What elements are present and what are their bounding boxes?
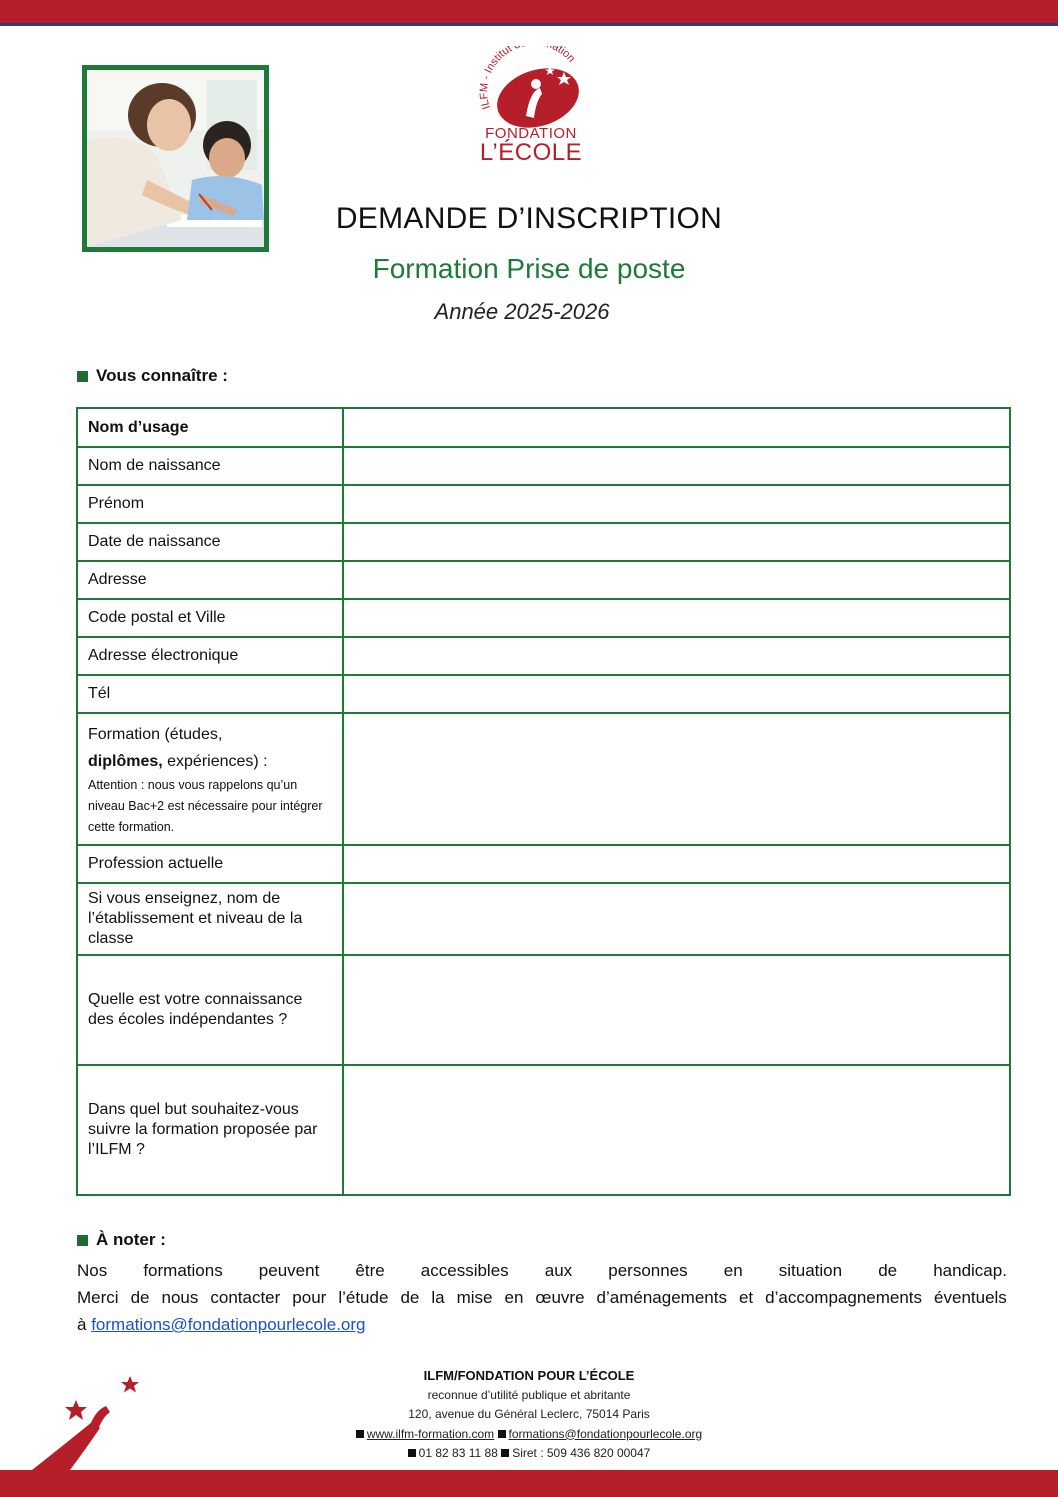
registration-form-table	[76, 407, 1011, 1196]
label-formation	[77, 713, 343, 845]
form-row-tel	[77, 675, 1010, 713]
form-row-formation	[77, 713, 1010, 845]
footer-phone: 01 82 83 11 88	[418, 1446, 498, 1460]
logo-caption	[466, 126, 596, 165]
note-word: œuvre	[535, 1288, 585, 1307]
note-word: peuvent	[258, 1261, 320, 1280]
form-row-connaissance	[77, 955, 1010, 1065]
label-nom-naissance: Nom de naissance	[77, 447, 343, 485]
note-word: d’aménagements	[596, 1288, 727, 1307]
note-word: en	[723, 1261, 743, 1280]
field-adresse-electronique[interactable]	[343, 637, 1010, 675]
section-heading-label: Vous connaître :	[96, 366, 228, 385]
form-row-prenom	[77, 485, 1010, 523]
square-bullet-icon	[356, 1430, 364, 1438]
note-line-1	[77, 1257, 1007, 1284]
label-date-naissance: Date de naissance	[77, 523, 343, 561]
top-banner	[0, 0, 1058, 26]
note-word: contacter	[210, 1288, 281, 1307]
page-title: DEMANDE D’INSCRIPTION	[335, 202, 723, 235]
note-line-2	[77, 1284, 1007, 1311]
label-formation-rest: expériences) :	[162, 752, 268, 770]
label-prenom: Prénom	[77, 485, 343, 523]
note-word: être	[355, 1261, 385, 1280]
note-word: la	[431, 1288, 445, 1307]
note-word: Nos	[77, 1261, 108, 1280]
footer-links	[0, 1425, 1058, 1445]
form-row-nom-naissance	[77, 447, 1010, 485]
square-bullet-icon	[77, 371, 88, 382]
logo-line-fondation: FONDATION	[485, 125, 577, 142]
note-word: accessibles	[420, 1261, 509, 1280]
field-code-postal-ville[interactable]	[343, 599, 1010, 637]
note-word: de	[878, 1261, 898, 1280]
note-word: formations	[143, 1261, 223, 1280]
note-word: en	[504, 1288, 524, 1307]
note-word: d’accompagnements	[765, 1288, 923, 1307]
footer-address: 120, avenue du Général Leclerc, 75014 Paris	[408, 1407, 650, 1421]
field-profession[interactable]	[343, 845, 1010, 883]
svg-text:ILFM - Institut de formation: ILFM - Institut ation	[478, 46, 578, 111]
field-but[interactable]	[343, 1065, 1010, 1195]
label-formation-line2	[88, 748, 332, 775]
label-etablissement: Si vous enseignez, nom de l’établissement et niveau de la classe	[77, 883, 343, 955]
formation-attention-note: Attention : nous vous rappelons qu’un niveau Bac+2 est nécessaire pour intégrer cette formation.	[88, 777, 323, 834]
form-row-code-postal-ville	[77, 599, 1010, 637]
bottom-banner	[0, 1470, 1058, 1497]
label-formation-line1: Formation (études,	[88, 725, 223, 743]
contact-email-link[interactable]: formations@fondationpourlecole.org	[91, 1315, 366, 1334]
form-row-profession	[77, 845, 1010, 883]
field-prenom[interactable]	[343, 485, 1010, 523]
footer-org-name: ILFM/FONDATION POUR L’ÉCOLE	[423, 1368, 635, 1383]
note-word: éventuels	[934, 1288, 1007, 1307]
field-date-naissance[interactable]	[343, 523, 1010, 561]
label-connaissance: Quelle est votre connaissance des écoles indépendantes ?	[77, 955, 343, 1065]
field-nom-naissance[interactable]	[343, 447, 1010, 485]
note-word: nous	[161, 1288, 199, 1307]
note-word: aux	[544, 1261, 573, 1280]
note-word: personnes	[608, 1261, 688, 1280]
label-tel: Tél	[77, 675, 343, 713]
note-word: situation	[778, 1261, 843, 1280]
form-row-adresse	[77, 561, 1010, 599]
footer-email-link[interactable]: formations@fondationpourlecole.org	[508, 1426, 703, 1441]
section-heading-a-noter	[77, 1230, 166, 1250]
form-row-adresse-electronique	[77, 637, 1010, 675]
field-nom-usage[interactable]	[343, 408, 1010, 447]
field-adresse[interactable]	[343, 561, 1010, 599]
note-word: pour	[292, 1288, 327, 1307]
label-adresse: Adresse	[77, 561, 343, 599]
label-adresse-electronique: Adresse électronique	[77, 637, 343, 675]
note-word: de	[130, 1288, 150, 1307]
page-footer	[0, 1366, 1058, 1464]
footer-website-link[interactable]: www.ilfm-formation.com	[366, 1426, 495, 1441]
footer-siret: Siret : 509 436 820 00047	[512, 1446, 651, 1460]
note-word: l’étude	[338, 1288, 389, 1307]
page-subtitle: Formation Prise de poste	[372, 253, 686, 284]
form-row-date-naissance	[77, 523, 1010, 561]
label-but: Dans quel but souhaitez-vous suivre la formation proposée par l’ILFM ?	[77, 1065, 343, 1195]
square-bullet-icon	[77, 1235, 88, 1246]
field-etablissement[interactable]	[343, 883, 1010, 955]
form-row-nom-usage	[77, 408, 1010, 447]
section-heading-vous-connaitre	[77, 366, 228, 386]
academic-year: Année 2025-2026	[434, 299, 610, 324]
note-prefix: à	[77, 1315, 92, 1334]
section-heading-label: À noter :	[96, 1230, 166, 1249]
label-nom-usage: Nom d’usage	[77, 408, 343, 447]
footer-tagline: reconnue d’utilité publique et abritante	[427, 1387, 631, 1402]
logo-line-ecole: L’ÉCOLE	[479, 139, 583, 166]
note-line-3	[77, 1311, 1007, 1338]
form-row-but	[77, 1065, 1010, 1195]
note-word: mise	[456, 1288, 493, 1307]
square-bullet-icon	[408, 1449, 416, 1457]
label-formation-bold: diplômes,	[88, 752, 163, 770]
note-word: de	[400, 1288, 420, 1307]
square-bullet-icon	[498, 1430, 506, 1438]
field-tel[interactable]	[343, 675, 1010, 713]
field-connaissance[interactable]	[343, 955, 1010, 1065]
label-code-postal-ville: Code postal et Ville	[77, 599, 343, 637]
field-formation[interactable]	[343, 713, 1010, 845]
form-row-etablissement	[77, 883, 1010, 955]
note-word: handicap.	[933, 1261, 1007, 1280]
square-bullet-icon	[501, 1449, 509, 1457]
note-word: et	[738, 1288, 754, 1307]
note-word: Merci	[77, 1288, 119, 1307]
label-profession: Profession actuelle	[77, 845, 343, 883]
accessibility-note	[77, 1257, 1007, 1338]
footer-contact	[0, 1444, 1058, 1464]
